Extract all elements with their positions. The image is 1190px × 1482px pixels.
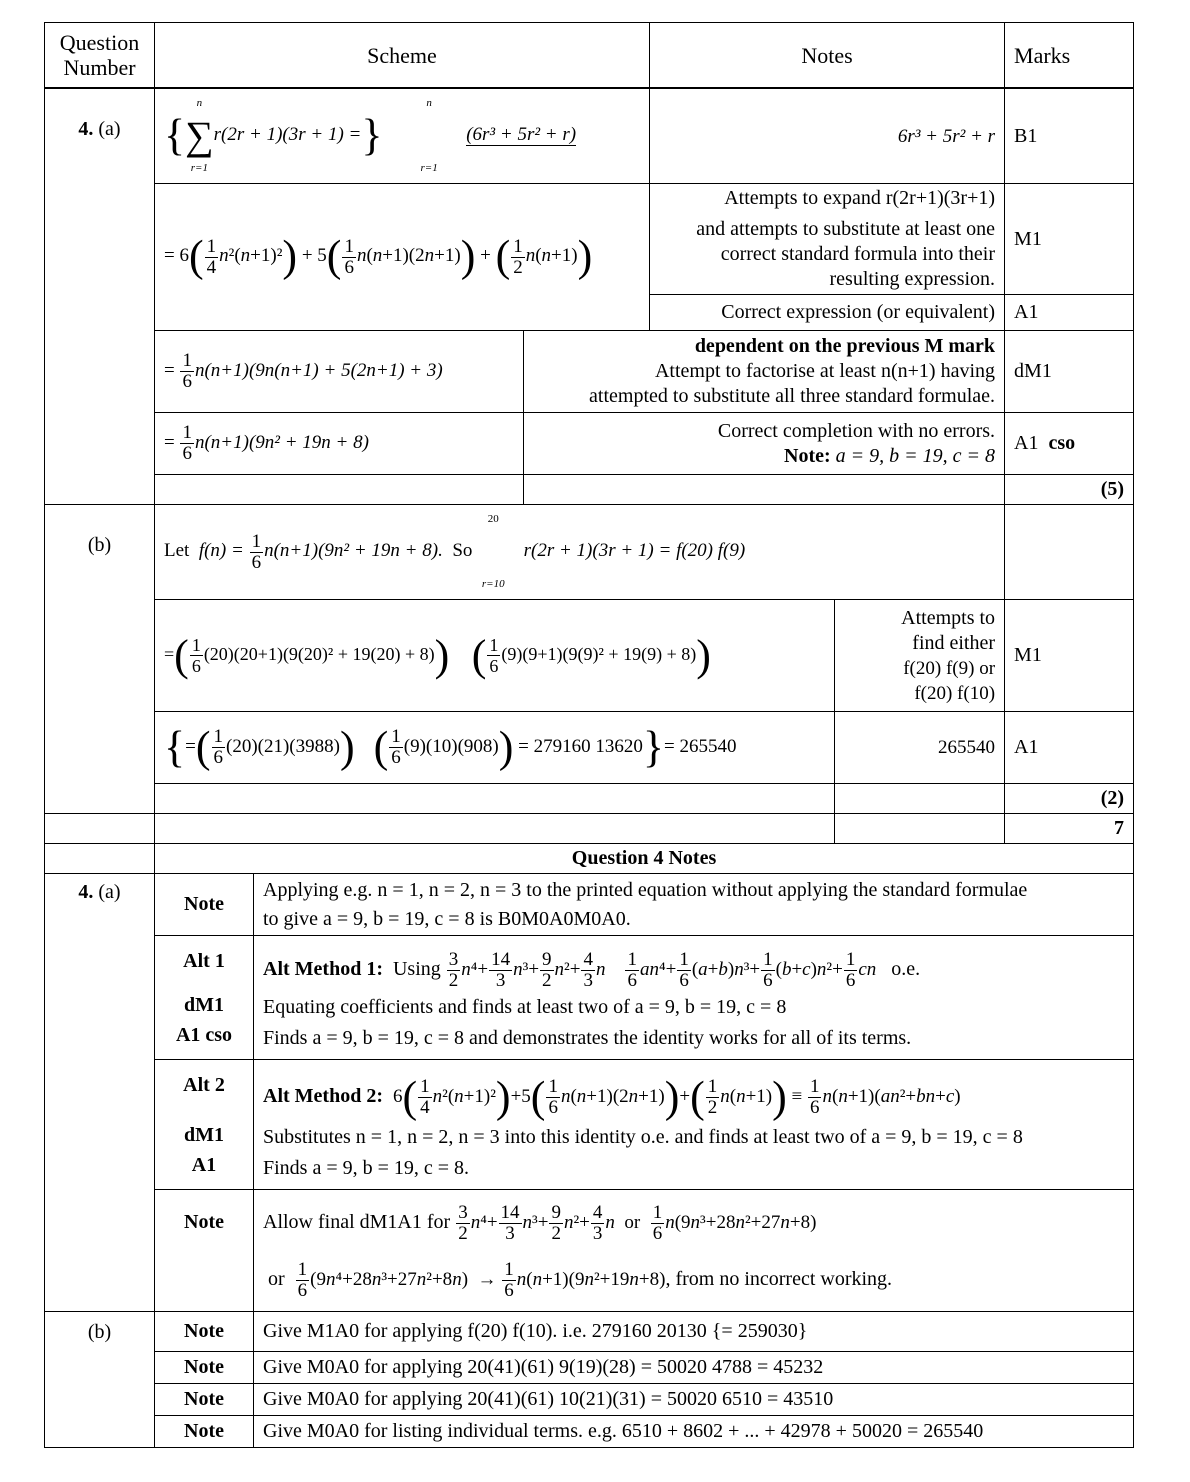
alt1-text: Alt Method 1: Using $\frac{3}{2}$ n⁴+ $\frac{14}{3}$ n³+ $\frac{9}{2}$ n²+ $\frac{4}{3}$ n $\frac{1}{6}$ an⁴+ $\frac{1}{6}$ (a+b)n³+ $\frac{1}{6}$ (b+c)n²+ $\frac{1}{6}$ cn o.e. Equating coefficients and finds at least two of a = 9, b = 19, c = 8 Finds a = 9, b = 19, c = 8 and demonstrates the identity works for all of its terms.	[254, 936, 1134, 1060]
grand-total-blank2	[835, 814, 1005, 844]
q4a-label: 4. (a)	[45, 88, 155, 505]
q4a-row4-scheme: = $\frac{1}{6}$ n(n+1)(9n(n+1) + 5(2n+1) + 3)	[155, 331, 524, 413]
q4a-total: (5)	[1005, 475, 1134, 505]
note1-label: Note	[155, 874, 254, 936]
header-row	[45, 23, 1134, 89]
q4a-row1-note: 6r³ + 5r² + r	[650, 88, 1005, 184]
b-note-label-3: Note	[155, 1416, 254, 1448]
q4a-row3-note: Correct expression (or equivalent)	[650, 295, 1005, 331]
q4a-row1-scheme: { n ∑ r=1 r(2r + 1)(3r + 1) =} n r=1 (6r³ + 5r² + r)	[155, 88, 650, 184]
notes-title: Question 4 Notes	[155, 844, 1134, 874]
q4b-row2-scheme: =( $\frac{1}{6}$ (20)(20+1)(9(20)² + 19(20) + 8)) ( $\frac{1}{6}$ (9)(9+1)(9(9)² + 19(9) + 8))	[155, 600, 835, 712]
note1-text: Applying e.g. n = 1, n = 2, n = 3 to the printed equation without applying the standard formulae to give a = 9, b = 19, c = 8 is B0M0A0M0A0.	[254, 874, 1134, 936]
q4b-total: (2)	[1005, 784, 1134, 814]
q4a-row3-mark: A1	[1005, 295, 1134, 331]
note2-text: Allow final dM1A1 for $\frac{3}{2}$ n⁴+ $\frac{14}{3}$ n³+ $\frac{9}{2}$ n²+ $\frac{4}{3}$ n or $\frac{1}{6}$ n(9n³+28n²+27n+8) or $\frac{1}{6}$ (9n⁴+28n³+27n²+8n) → $\frac{1}{6}$ n(n+1)(9n²+19n+8), from no incorrect working.	[254, 1190, 1134, 1312]
b-note-text-0: Give M1A0 for applying f(20) f(10). i.e. 279160 20130 {= 259030}	[254, 1312, 1134, 1352]
alt2-labels: Alt 2 dM1 A1	[155, 1060, 254, 1190]
header-question-number: Question Number	[45, 23, 155, 89]
q4a-row5-mark: A1 cso	[1005, 413, 1134, 475]
q4b-row3	[45, 712, 1134, 784]
q4b-total-blank2	[835, 784, 1005, 814]
q4b-row2-note: Attempts to find either f(20) f(9) or f(20) f(10)	[835, 600, 1005, 712]
b-note-label-0: Note	[155, 1312, 254, 1352]
grand-total-row	[45, 814, 1134, 844]
q4b-total-blank1	[155, 784, 835, 814]
q4b-row3-note: 265540	[835, 712, 1005, 784]
q4a-row5-note: Correct completion with no errors. Note: a = 9, b = 19, c = 8	[524, 413, 1005, 475]
grand-total-blank1	[155, 814, 835, 844]
b-note-label-2: Note	[155, 1384, 254, 1416]
q4a-row2	[45, 184, 1134, 295]
notes-title-row	[45, 844, 1134, 874]
alt1-labels: Alt 1 dM1 A1 cso	[155, 936, 254, 1060]
alt1-row	[45, 936, 1134, 1060]
q4a-row5-scheme: = $\frac{1}{6}$ n(n+1)(9n² + 19n + 8)	[155, 413, 524, 475]
mark-scheme-page	[44, 22, 1133, 1448]
b-note-text-1: Give M0A0 for applying 20(41)(61) 9(19)(28) = 50020 4788 = 45232	[254, 1352, 1134, 1384]
alt2-row	[45, 1060, 1134, 1190]
q4b-row3-scheme: {=( $\frac{1}{6}$ (20)(21)(3988)) ( $\frac{1}{6}$ (9)(10)(908)) = 279160 13620}= 265540	[155, 712, 835, 784]
b-note-row-2	[45, 1384, 1134, 1416]
q4b-row2-mark: M1	[1005, 600, 1134, 712]
mark-scheme-table	[44, 22, 1134, 1448]
alt2-text: Alt Method 2: 6( $\frac{1}{4}$ n²(n+1)²)+5( $\frac{1}{6}$ n(n+1)(2n+1))+( $\frac{1}{2}$ n(n+1)) ≡ $\frac{1}{6}$ n(n+1)(an²+bn+c) Substitutes n = 1, n = 2, n = 3 into this identity o.e. and finds at least two of a = 9, b = 19, c = 8 Finds a = 9, b = 19, c = 8.	[254, 1060, 1134, 1190]
q4a-row4	[45, 331, 1134, 413]
q4a-total-row	[45, 475, 1134, 505]
q4a-row5	[45, 413, 1134, 475]
notes-a-label: 4. (a)	[45, 874, 155, 1312]
b-note-label-1: Note	[155, 1352, 254, 1384]
q4b-row1-scheme: Let f(n) = $\frac{1}{6}$ n(n+1)(9n² + 19n + 8). So 20 r=10 r(2r + 1)(3r + 1) = f(20) f(9)	[155, 505, 1005, 600]
q4a-total-blank2	[524, 475, 1005, 505]
q4a-row2-note: Attempts to expand r(2r+1)(3r+1) and attempts to substitute at least one correct standard formula into their resulting expression.	[650, 184, 1005, 295]
b-note-row-1	[45, 1352, 1134, 1384]
b-note-row-0	[45, 1312, 1134, 1352]
q4b-row1-mark	[1005, 505, 1134, 600]
header-scheme: Scheme	[155, 23, 650, 89]
q4a-row1	[45, 88, 1134, 184]
grand-total: 7	[1005, 814, 1134, 844]
b-note-row-3	[45, 1416, 1134, 1448]
q4a-row1-mark: B1	[1005, 88, 1134, 184]
header-notes: Notes	[650, 23, 1005, 89]
header-marks: Marks	[1005, 23, 1134, 89]
q4b-label: (b)	[45, 505, 155, 814]
q4b-row2	[45, 600, 1134, 712]
note2-row	[45, 1190, 1134, 1312]
notes-title-blank	[45, 844, 155, 874]
q4a-total-blank1	[155, 475, 524, 505]
b-note-text-2: Give M0A0 for applying 20(41)(61) 10(21)(31) = 50020 6510 = 43510	[254, 1384, 1134, 1416]
q4a-row4-note: dependent on the previous M mark Attempt to factorise at least n(n+1) having attempted to substitute all three standard formulae.	[524, 331, 1005, 413]
q4a-row2-mark: M1	[1005, 184, 1134, 295]
note2-label: Note	[155, 1190, 254, 1312]
q4a-row4-mark: dM1	[1005, 331, 1134, 413]
b-note-text-3: Give M0A0 for listing individual terms. e.g. 6510 + 8602 + ... + 42978 + 50020 = 265540	[254, 1416, 1134, 1448]
note1-row	[45, 874, 1134, 936]
q4a-row2-scheme: = 6( $\frac{1}{4}$ n²(n+1)²) + 5( $\frac{1}{6}$ n(n+1)(2n+1)) + ( $\frac{1}{2}$ n(n+1))	[155, 184, 650, 331]
q4b-row1	[45, 505, 1134, 600]
notes-b-label: (b)	[45, 1312, 155, 1448]
q4b-total-row	[45, 784, 1134, 814]
q4b-row3-mark: A1	[1005, 712, 1134, 784]
grand-total-blank0	[45, 814, 155, 844]
